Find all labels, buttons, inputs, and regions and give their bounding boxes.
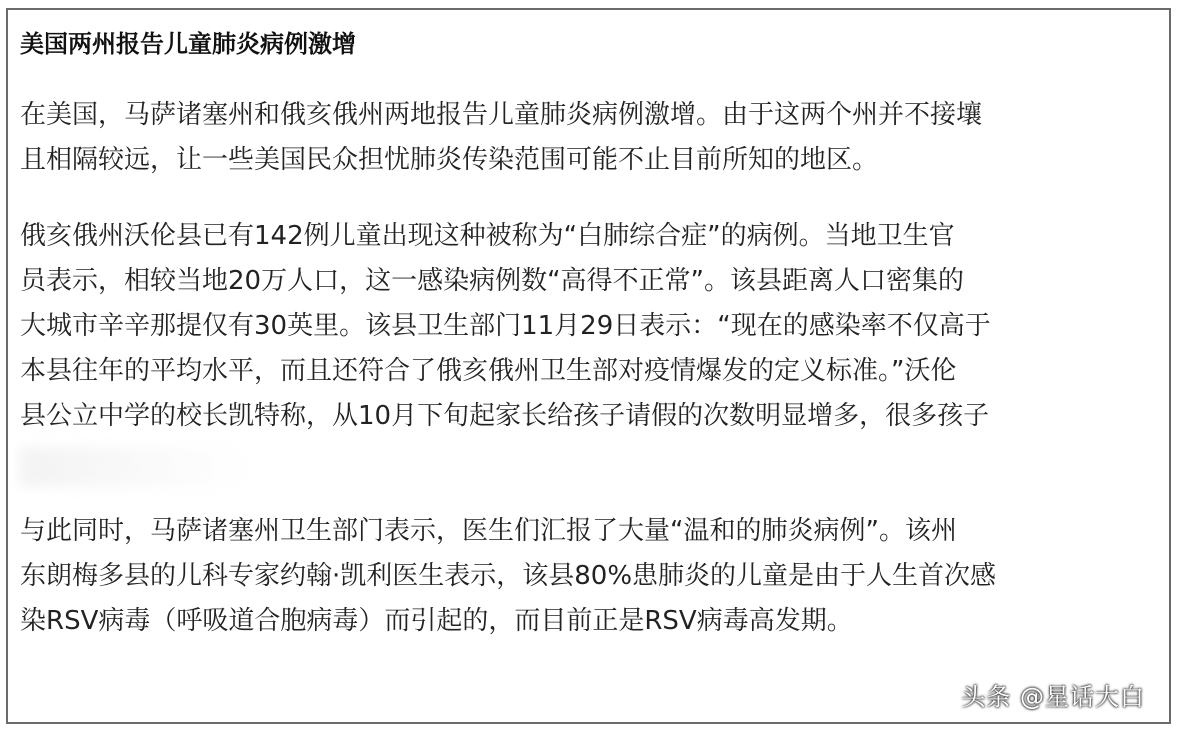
paragraph-line: 染RSV病毒（呼吸道合胞病毒）而引起的，而目前正是RSV病毒高发期。 — [20, 606, 853, 636]
article-title: 美国两州报告儿童肺炎病例激增 — [20, 30, 356, 58]
paragraph-line: 且相隔较远，让一些美国民众担忧肺炎传染范围可能不止目前所知的地区。 — [20, 145, 879, 175]
paragraph-line: 县公立中学的校长凯特称，从10月下旬起家长给孩子请假的次数明显增多，很多孩子 — [20, 401, 990, 431]
paragraph-2 — [20, 214, 1160, 439]
paragraph-line: 在美国，马萨诸塞州和俄亥俄州两地报告儿童肺炎病例激增。由于这两个州并不接壤 — [20, 100, 983, 130]
paragraph-1 — [20, 93, 1160, 183]
paragraph-line: 与此同时，马萨诸塞州卫生部门表示，医生们汇报了大量“温和的肺炎病例”。该州 — [20, 516, 957, 546]
paragraph-line: 大城市辛辛那提仅有30英里。该县卫生部门11月29日表示：“现在的感染率不仅高于 — [20, 311, 991, 341]
article-frame — [6, 8, 1171, 724]
article-content — [20, 24, 1160, 644]
paragraph-line: 东朗梅多县的儿科专家约翰·凯利医生表示，该县80%患肺炎的儿童是由于人生首次感 — [20, 561, 997, 591]
blurred-region — [20, 439, 1160, 501]
paragraph-line: 本县往年的平均水平，而且还符合了俄亥俄州卫生部对疫情爆发的定义标准。”沃伦 — [20, 356, 957, 386]
paragraph-3 — [20, 509, 1160, 644]
paragraph-line: 俄亥俄州沃伦县已有142例儿童出现这种被称为“白肺综合症”的病例。当地卫生官 — [20, 221, 955, 251]
watermark: 头条 @星话大白 — [961, 683, 1145, 711]
blurred-text-ghost — [20, 447, 250, 487]
paragraph-line: 员表示，相较当地20万人口，这一感染病例数“高得不正常”。该县距离人口密集的 — [20, 266, 965, 296]
